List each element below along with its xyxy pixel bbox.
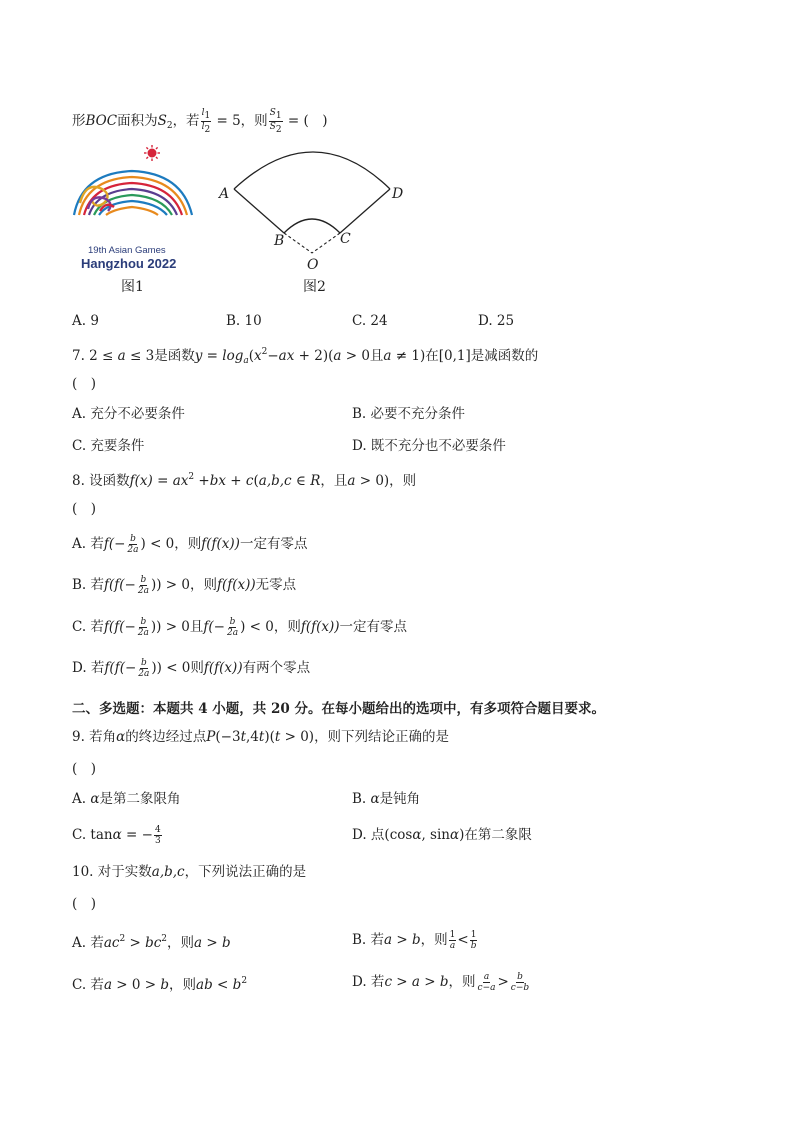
q9-var: t bbox=[274, 729, 281, 745]
q6-boc: BOC bbox=[85, 113, 118, 129]
q7-text: − bbox=[267, 348, 279, 364]
q8-opt-text: D. 若 bbox=[72, 660, 105, 676]
q10-var: ab bbox=[196, 977, 213, 993]
q7-option-d[interactable]: D. 既不充分也不必要条件 bbox=[352, 438, 506, 454]
q7-log: log bbox=[222, 348, 244, 364]
q9-option-a[interactable] bbox=[72, 790, 180, 808]
q10-opt-text: ，则 bbox=[167, 935, 195, 951]
q7-stem bbox=[72, 343, 538, 370]
q9-var: t bbox=[240, 729, 246, 745]
line-bo bbox=[284, 233, 312, 253]
q8-answer-paren: ( ) bbox=[72, 501, 97, 517]
label-c: C bbox=[340, 231, 351, 247]
q9-opt-text: , sin bbox=[421, 827, 450, 843]
q10-fraction bbox=[477, 972, 497, 993]
q9-opt-text: A. bbox=[72, 791, 91, 807]
q10-opt-text: > bbox=[202, 935, 222, 951]
q7-answer-paren: ( ) bbox=[72, 376, 97, 392]
q8-fraction bbox=[137, 575, 150, 596]
q8-opt-ffx: f(f(x)) bbox=[203, 660, 243, 676]
q7-text: + 2)( bbox=[294, 348, 334, 364]
q9-var: P bbox=[206, 729, 216, 745]
frac-num: b bbox=[130, 534, 136, 544]
q7-exp: 2 bbox=[261, 347, 268, 357]
q8-opt-f: f(− bbox=[203, 619, 225, 635]
q9-var: t bbox=[258, 729, 265, 745]
q10-opt-text: > bbox=[392, 974, 412, 990]
q10-var: c bbox=[384, 974, 392, 990]
line-ab bbox=[234, 189, 284, 233]
q8-opt-text: ) < 0，则 bbox=[240, 619, 301, 635]
frac-num: a bbox=[483, 972, 490, 982]
q8-opt-text: 有两个零点 bbox=[242, 660, 311, 676]
q10-opt-text: < bbox=[457, 932, 469, 948]
q8-opt-ffx: f(f(x)) bbox=[300, 619, 340, 635]
q7-text: > 0且 bbox=[341, 348, 384, 364]
frac-num: S bbox=[269, 108, 276, 118]
q10-opt-text: > 0 > bbox=[112, 977, 161, 993]
q8-opt-text: B. 若 bbox=[72, 577, 105, 593]
q9-opt-text: = − bbox=[121, 827, 153, 843]
frac-den: 2a bbox=[226, 628, 239, 638]
q8-text: ，且 bbox=[320, 473, 348, 489]
sun-icon bbox=[144, 145, 160, 161]
q7-var: x bbox=[254, 348, 262, 364]
q10-opt-text: A. 若 bbox=[72, 935, 104, 951]
q10-text: ，下列说法正确的是 bbox=[184, 864, 307, 880]
q10-opt-text: ，则 bbox=[420, 932, 448, 948]
q10-opt-text: > bbox=[125, 935, 146, 951]
q8-opt-ffx: f(f(x)) bbox=[201, 536, 240, 552]
frac-num-sub: 1 bbox=[275, 111, 282, 121]
q6-text: 面积为 bbox=[117, 113, 158, 129]
q10-option-d[interactable] bbox=[352, 972, 531, 993]
q7-option-b[interactable]: B. 必要不充分条件 bbox=[352, 406, 466, 422]
logo-text-line2: Hangzhou 2022 bbox=[81, 256, 177, 271]
q6-option-c[interactable]: C. 24 bbox=[352, 313, 388, 329]
q8-option-b[interactable] bbox=[72, 575, 296, 596]
q10-opt-text: ，则 bbox=[448, 974, 476, 990]
q9-opt-text: )在第二象限 bbox=[459, 827, 532, 843]
frac-den: S bbox=[269, 122, 276, 132]
q7-text: 7. 2 ≤ bbox=[72, 348, 118, 364]
q8-opt-ffx: f(f(x)) bbox=[216, 577, 256, 593]
q10-option-c[interactable] bbox=[72, 972, 247, 994]
frac-den: c−a bbox=[477, 983, 496, 993]
frac-num: 4 bbox=[154, 825, 161, 835]
q8-fraction bbox=[137, 617, 150, 638]
q10-var: bc bbox=[145, 935, 162, 951]
q8-opt-text: 一定有零点 bbox=[339, 619, 408, 635]
q6-text: = 5，则 bbox=[212, 113, 268, 129]
frac-den: l bbox=[201, 122, 205, 132]
q10-var: a bbox=[411, 974, 420, 990]
q6-option-d[interactable]: D. 25 bbox=[478, 313, 515, 329]
frac-num: b bbox=[229, 617, 236, 627]
q8-option-a[interactable] bbox=[72, 534, 307, 555]
q10-var: a bbox=[384, 932, 393, 948]
figure2-caption: 图2 bbox=[303, 279, 326, 295]
q8-text: = bbox=[152, 473, 173, 489]
label-o: O bbox=[307, 257, 319, 273]
q10-var: b bbox=[411, 932, 421, 948]
label-d: D bbox=[392, 186, 404, 202]
q9-var: α bbox=[112, 827, 122, 843]
q7-var: a bbox=[333, 348, 342, 364]
q9-opt-text: D. 点(cos bbox=[352, 827, 413, 843]
q6-text: 形 bbox=[72, 113, 86, 129]
q8-text: + bbox=[194, 473, 210, 489]
section-heading-multi-choice: 二、多选题：本题共 4 小题，共 20 分。在每小题给出的选项中，有多项符合题目要求。 bbox=[72, 701, 605, 717]
q7-text: ≠ 1)在[0,1]是减函数的 bbox=[391, 348, 539, 364]
q8-var: R bbox=[310, 473, 321, 489]
q10-var: a,b,c bbox=[151, 864, 185, 880]
logo-text-line1: 19th Asian Games bbox=[88, 245, 166, 256]
q7-log-base: a bbox=[243, 356, 249, 366]
fan-shape-figure bbox=[212, 143, 412, 273]
q10-opt-text: B. 若 bbox=[352, 932, 385, 948]
q10-stem bbox=[72, 863, 306, 881]
q8-fraction bbox=[226, 617, 239, 638]
frac-den-sub: 2 bbox=[204, 125, 211, 135]
q7-text: = bbox=[202, 348, 223, 364]
q6-s2: S bbox=[157, 113, 167, 129]
q7-option-c[interactable]: C. 充要条件 bbox=[72, 438, 145, 454]
q6-s2-sub: 2 bbox=[166, 121, 173, 131]
q8-opt-f: f(− bbox=[103, 536, 126, 552]
q9-text: (−3 bbox=[215, 729, 241, 745]
q9-fraction bbox=[154, 825, 162, 846]
q9-var: α bbox=[370, 791, 380, 807]
q9-var: α bbox=[90, 791, 100, 807]
q8-opt-text: )) > 0，则 bbox=[150, 577, 217, 593]
q10-option-b[interactable] bbox=[352, 930, 478, 951]
frac-den: c−b bbox=[510, 983, 530, 993]
figure1-caption: 图1 bbox=[121, 279, 144, 295]
q8-opt-text: A. 若 bbox=[72, 536, 104, 552]
q8-opt-f: f(f(− bbox=[104, 577, 136, 593]
q8-opt-text: ) < 0，则 bbox=[140, 536, 202, 552]
q7-text: ( bbox=[248, 348, 254, 364]
q7-var: a bbox=[383, 348, 392, 364]
q10-var: a bbox=[103, 977, 112, 993]
frac-num-sub: 1 bbox=[204, 111, 211, 121]
q6-l-fraction bbox=[201, 108, 212, 135]
q8-var: bx bbox=[209, 473, 227, 489]
q8-opt-text: )) > 0且 bbox=[150, 619, 204, 635]
arc-bc bbox=[284, 219, 340, 233]
q8-stem bbox=[72, 468, 416, 490]
q7-var: ax bbox=[278, 348, 295, 364]
frac-num: l bbox=[201, 108, 205, 118]
q8-opt-text: )) < 0则 bbox=[151, 660, 204, 676]
q10-var: b bbox=[222, 935, 231, 951]
frac-den: 2a bbox=[137, 628, 149, 638]
q10-opt-text: C. 若 bbox=[72, 977, 104, 993]
q8-var: a,b,c bbox=[258, 473, 292, 489]
q9-text: )( bbox=[264, 729, 275, 745]
q9-option-d[interactable] bbox=[352, 826, 532, 844]
q8-opt-text: 一定有零点 bbox=[239, 536, 308, 552]
q10-var: ac bbox=[103, 935, 120, 951]
q10-opt-text: ，则 bbox=[169, 977, 197, 993]
q10-option-a[interactable] bbox=[72, 930, 231, 952]
q6-stem-tail bbox=[72, 108, 328, 135]
q8-var: c bbox=[245, 473, 254, 489]
q6-option-b[interactable]: B. 10 bbox=[226, 313, 262, 329]
q8-opt-f: f(f(− bbox=[103, 619, 136, 635]
q9-stem bbox=[72, 728, 449, 746]
q9-text: 9. 若角 bbox=[72, 729, 117, 745]
q7-text: ≤ 3是函数 bbox=[125, 348, 195, 364]
q10-exp: 2 bbox=[161, 934, 168, 944]
q8-var: ax bbox=[172, 473, 189, 489]
frac-num: b bbox=[140, 617, 147, 627]
frac-num: b bbox=[140, 658, 147, 668]
q10-var: a bbox=[194, 935, 203, 951]
q9-option-b[interactable] bbox=[352, 790, 420, 808]
q8-opt-text: C. 若 bbox=[72, 619, 104, 635]
q8-option-d[interactable] bbox=[72, 658, 310, 679]
line-co bbox=[312, 233, 340, 253]
q10-opt-text: D. 若 bbox=[352, 974, 385, 990]
label-b: B bbox=[274, 233, 285, 249]
q9-text: ,4 bbox=[246, 729, 259, 745]
q8-opt-f: f(f(− bbox=[104, 660, 137, 676]
q9-text: > 0)，则下列结论正确的是 bbox=[280, 729, 450, 745]
q8-text: ∈ bbox=[291, 473, 311, 489]
q6-option-a[interactable]: A. 9 bbox=[72, 313, 99, 329]
frac-den: 2a bbox=[127, 545, 139, 555]
q7-var: a bbox=[117, 348, 126, 364]
q9-opt-text: B. bbox=[352, 791, 371, 807]
q8-option-c[interactable] bbox=[72, 617, 407, 638]
asian-games-logo bbox=[70, 143, 195, 273]
q8-opt-text: 无零点 bbox=[255, 577, 297, 593]
q9-answer-paren: ( ) bbox=[72, 761, 97, 777]
q8-text: ( bbox=[253, 473, 259, 489]
frac-den-sub: 2 bbox=[275, 125, 282, 135]
frac-den: 2a bbox=[138, 669, 150, 679]
q8-text: 8. 设函数 bbox=[72, 473, 130, 489]
q10-opt-text: < bbox=[212, 977, 233, 993]
q9-opt-text: 是第二象限角 bbox=[99, 791, 181, 807]
frac-den: a bbox=[449, 941, 456, 951]
q10-answer-paren: ( ) bbox=[72, 896, 97, 912]
arc-ad bbox=[234, 152, 390, 189]
q10-var: b bbox=[439, 974, 449, 990]
q10-fraction bbox=[470, 930, 478, 951]
q10-opt-text: > bbox=[392, 932, 412, 948]
q9-opt-text: C. tan bbox=[72, 827, 113, 843]
label-a: A bbox=[219, 186, 230, 202]
line-dc bbox=[340, 189, 390, 233]
q9-var: α bbox=[412, 827, 422, 843]
q8-fraction bbox=[126, 534, 139, 555]
q9-var: α bbox=[116, 729, 126, 745]
q10-var: b bbox=[232, 977, 242, 993]
q9-text: 的终边经过点 bbox=[125, 729, 207, 745]
q10-opt-text: > bbox=[419, 974, 440, 990]
frac-num: 1 bbox=[470, 930, 477, 940]
q8-fraction bbox=[137, 658, 150, 679]
q8-fx: f(x) bbox=[129, 473, 153, 489]
asian-games-logo-graphic bbox=[70, 143, 195, 273]
q10-fraction bbox=[449, 930, 457, 951]
q7-option-a[interactable]: A. 充分不必要条件 bbox=[72, 406, 185, 422]
q10-exp: 2 bbox=[119, 934, 126, 944]
frac-den: 3 bbox=[154, 836, 161, 846]
q10-text: 10. 对于实数 bbox=[72, 864, 152, 880]
frac-den: 2a bbox=[137, 586, 149, 596]
q8-exp: 2 bbox=[188, 472, 195, 482]
q6-s-fraction bbox=[269, 108, 283, 135]
q7-var: y bbox=[194, 348, 203, 364]
logo-arcs bbox=[74, 171, 192, 215]
q9-opt-text: 是钝角 bbox=[379, 791, 421, 807]
frac-den: b bbox=[470, 941, 477, 951]
frac-num: b bbox=[517, 972, 523, 982]
frac-num: b bbox=[140, 575, 147, 585]
q6-text: ，若 bbox=[172, 113, 200, 129]
q10-fraction bbox=[510, 972, 530, 993]
q6-text: = ( ) bbox=[283, 113, 328, 129]
q10-exp: 2 bbox=[241, 976, 248, 986]
q8-text: > 0)，则 bbox=[355, 473, 417, 489]
q8-text: + bbox=[226, 473, 246, 489]
frac-num: 1 bbox=[449, 930, 456, 940]
q10-opt-text: > bbox=[497, 974, 509, 990]
q9-var: α bbox=[449, 827, 460, 843]
q10-var: b bbox=[160, 977, 170, 993]
q9-option-c[interactable] bbox=[72, 825, 163, 846]
q8-var: a bbox=[347, 473, 356, 489]
